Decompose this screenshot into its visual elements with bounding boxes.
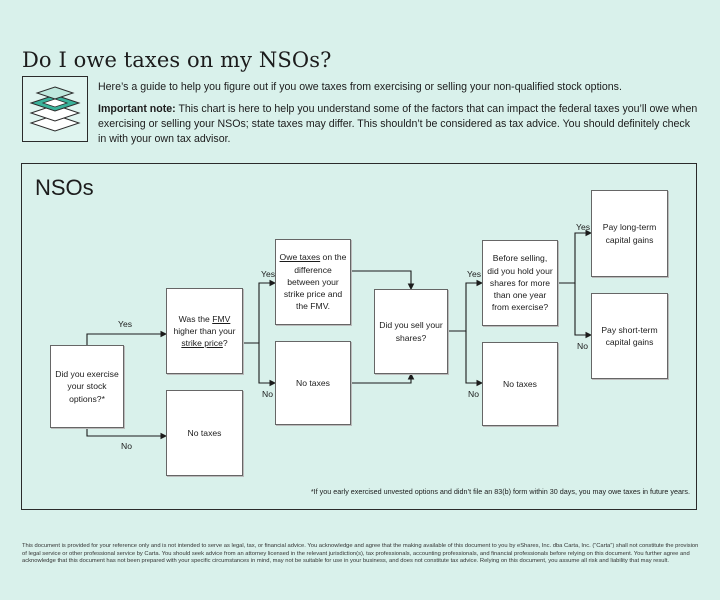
footnote: *If you early exercised unvested options and didn’t file an 83(b) form within 30 days, you may owe taxes in future years. <box>310 487 690 496</box>
edge-fmv-no <box>243 343 275 383</box>
page-title: Do I owe taxes on my NSOs? <box>22 48 332 73</box>
node-sold-shares: Did you sell your shares? <box>374 289 448 374</box>
edge-label-no: No <box>121 441 132 451</box>
edge-exercise-no <box>87 428 166 436</box>
edge-label-yes: Yes <box>576 222 591 232</box>
intro-line: Here’s a guide to help you figure out if you owe taxes from exercising or selling your non-qualified stock options. <box>98 81 622 93</box>
node-short-term-gains: Pay short-term capital gains <box>591 293 668 379</box>
edge-sell-no <box>466 331 482 383</box>
edge-fmv-yes <box>259 283 275 343</box>
edge-label-no: No <box>468 389 479 399</box>
fmv-text: Was the <box>178 313 213 324</box>
node-long-term-gains: Pay long-term capital gains <box>591 190 668 277</box>
edge-sell-yes <box>448 283 482 331</box>
edge-owe-to-sell <box>351 271 411 289</box>
node-exercised: Did you exercise your stock options?* <box>50 345 124 428</box>
panel-title: NSOs <box>35 175 94 200</box>
edge-label-no: No <box>262 389 273 399</box>
edge-hold-yes <box>558 233 591 283</box>
node-no-taxes: No taxes <box>482 342 558 426</box>
owe-taxes-term: Owe taxes <box>279 252 321 263</box>
edge-exercise-yes <box>87 334 166 345</box>
node-no-taxes: No taxes <box>166 390 243 476</box>
node-held-one-year: Before selling, did you hold your shares for more than one year from exercise? <box>482 240 558 326</box>
edge-hold-no <box>575 283 591 335</box>
edge-label-yes: Yes <box>118 319 133 329</box>
edge-notax-to-sell <box>351 374 411 383</box>
fmv-text: higher than your <box>173 325 236 336</box>
edge-label-yes: Yes <box>467 269 482 279</box>
strike-price-term: strike price <box>181 338 223 349</box>
fmv-term: FMV <box>212 313 231 324</box>
node-owe-taxes <box>275 239 351 325</box>
node-no-taxes: No taxes <box>275 341 351 425</box>
note-text: This chart is here to help you understand some of the factors that can impact the federal taxes you’ll owe when exercising or selling your NSOs; state taxes may differ. This shouldn’t be considered as tax advice. You should definitely check in with your own tax advisor. <box>98 103 698 145</box>
fmv-text: ? <box>222 338 228 349</box>
node-fmv-higher <box>166 288 243 374</box>
owe-taxes-text: on the difference between your strike price and the FMV. <box>283 252 347 312</box>
note-label: Important note: <box>98 103 176 115</box>
edge-label-yes: Yes <box>261 269 276 279</box>
legal-disclaimer: This document is provided for your reference only and is not intended to serve as legal, tax, or financial advice. You acknowledge and agree that the making available of this document to you by eShares, Inc. dba Carta, Inc. (“Carta”) shall not constitute the provision of legal service or other professional service by Carta. You should seek advice from an attorney licensed in the relevant jurisdiction(s), tax professionals, accounting professionals, and financial professionals before relying on this document. You further agree and acknowledge that this document has not been prepared with your specific circumstances in mind, may not be suitable for use in your business, and does not constitute tax advice. Relying on this document, you assume all risk and liability that may result. <box>22 543 699 565</box>
edge-label-no: No <box>577 341 588 351</box>
